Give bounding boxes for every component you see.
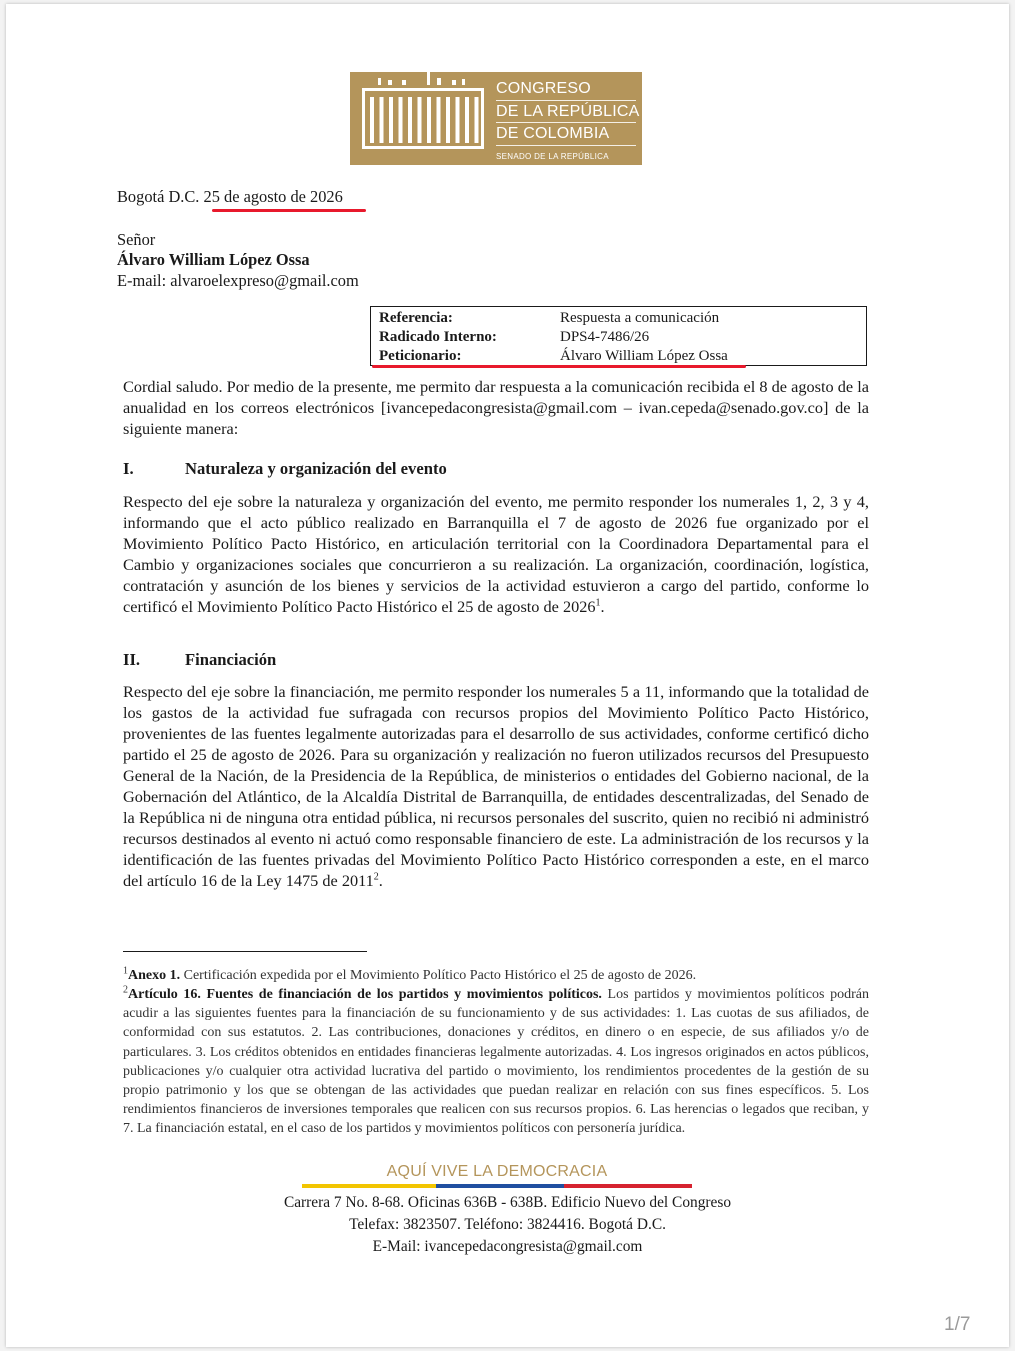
footnote-2-mark: 2 [123, 984, 128, 996]
footnote-1-mark: 1 [123, 965, 128, 977]
page-indicator: 1/7 [944, 1314, 971, 1335]
footnote-1-text: Certificación expedida por el Movimiento Político Pacto Histórico el 25 de agosto de 2026. [180, 968, 697, 983]
reference-label: Referencia: [379, 310, 453, 326]
footer-address: Carrera 7 No. 8-68. Oficinas 636B - 638B. Edificio Nuevo del Congreso [283, 1194, 732, 1211]
section-2-body: Respecto del eje sobre la financiación, me permito responder los numerales 5 a 11, informando que la totalidad de los gastos de la actividad fue sufragada con recursos propios del Movimiento Político Pacto Histórico, provenientes de las fuentes legalmente autorizadas para el desarrollo de sus actividades, conforme certificó dicho partido el 25 de agosto de 2026. Para su organización y realización no fueron utilizados recursos del Presupuesto General de la Nación, de la Presidencia de la República, de ministerios o entidades del Gobierno nacional, de la Gobernación del Atlántico, de la Alcaldía Distrital de Barranquilla, de entidades descentralizadas, del Senado de la República ni de ninguna otra entidad pública, ni recursos personales del suscrito, quien no recibió ni administró recursos destinados al evento ni actuó como responsable financiero de este. La administración de los recursos y la identificación de las fuentes privadas del Movimiento Político Pacto Histórico corresponden a este, en el marco del artículo 16 de la Ley 1475 de 2011$^2$. [123, 682, 869, 890]
section-2-title: Financiación [185, 650, 277, 669]
capitol-building-icon [350, 72, 496, 165]
petitioner-label: Peticionario: [379, 348, 462, 364]
flag-stripe-red [564, 1184, 692, 1188]
senate-logo [350, 72, 642, 165]
logo-line-2: DE LA REPÚBLICA [496, 101, 636, 124]
petitioner-value: Álvaro William López Ossa [560, 348, 728, 364]
document-page [6, 4, 1009, 1347]
footnote-2-title: Artículo 16. Fuentes de financiación de los partidos y movimientos políticos. [128, 987, 602, 1002]
footnote-separator [123, 951, 367, 952]
place-date [117, 186, 343, 207]
section-1-title: Naturaleza y organización del evento [185, 459, 447, 478]
footnote-1 [123, 966, 869, 985]
footer-email[interactable]: E-Mail: ivancepedacongresista@gmail.com [372, 1238, 643, 1255]
internal-number-row [379, 328, 649, 347]
petitioner-highlight-underline [372, 365, 746, 368]
section-2-heading [123, 650, 276, 670]
flag-stripe-blue [436, 1184, 564, 1188]
logo-line-3: DE COLOMBIA [496, 123, 636, 146]
section-2-number: II. [123, 650, 141, 669]
internal-number-value: DPS4-7486/26 [560, 329, 650, 345]
footer-slogan: AQUÍ VIVE LA DEMOCRACIA [386, 1163, 608, 1180]
footnote-ref-2[interactable]: 2 [373, 871, 379, 883]
salutation: Señor [117, 230, 156, 249]
reference-value: Respuesta a comunicación [560, 310, 720, 326]
intro-paragraph: Cordial saludo. Por medio de la presente, me permito dar respuesta a la comunicación recibida el 8 de agosto de la anualidad en los correos electrónicos [ivancepedacongresista@gmail.com – ivan.cepeda@senado.gov.co] de la siguiente manera: [123, 377, 869, 438]
section-2-text: Respecto del eje sobre la financiación, me permito responder los numerales 5 a 11, informando que la totalidad de los gastos de la actividad fue sufragada con recursos propios del Movimiento Político Pacto Histórico, provenientes de las fuentes legalmente autorizadas para el desarrollo de sus actividades, conforme certificó dicho partido el 25 de agosto de 2026. Para su organización y realización no fueron utilizados recursos del Presupuesto General de la Nación, de la Presidencia de la República, de ministerios o entidades del Gobierno nacional, de la Gobernación del Atlántico, de la Alcaldía Distrital de Barranquilla, de entidades descentralizadas, del Senado de la República ni de ninguna otra entidad pública, ni recursos personales del suscrito, quien no recibió ni administró recursos destinados al evento ni actuó como responsable financiero de este. La administración de los recursos y la identificación de las fuentes privadas del Movimiento Político Pacto Histórico corresponden a este, en el marco del artículo 16 de la Ley 1475 de 2011 [123, 682, 869, 890]
footnote-2 [123, 985, 869, 1139]
footnote-2-text: Los partidos y movimientos políticos podrán acudir a las siguientes fuentes para la financiación de su funcionamiento y de sus actividades: 1. Las cuotas de sus afiliados, de conformidad con sus estatutos. 2. Las contribuciones, donaciones y créditos, en dinero o en especie, de sus afiliados y/o de particulares. 3. Los créditos obtenidos en entidades financieras legalmente autorizadas. 4. Los ingresos originados en actos públicos, publicaciones y/o cualquier otra actividad lucrativa del partido o movimiento, los rendimientos procedentes de la gestión de su propio patrimonio y los que se obtengan de las actividades que puedan realizar en relación con sus fines específicos. 5. Los rendimientos financieros de inversiones temporales que realicen con sus recursos propios. 6. Las herencias o legados que reciban, y 7. La financiación estatal, en el caso de los partidos y movimientos políticos con personería jurídica. [123, 987, 869, 1137]
reference-row [379, 309, 719, 328]
footer-phones: Telefax: 3823507. Teléfono: 3824416. Bogotá D.C. [349, 1216, 666, 1233]
section-1-body: Respecto del eje sobre la naturaleza y organización del evento, me permito responder los numerales 1, 2, 3 y 4, informando que el acto público realizado en Barranquilla el 7 de agosto de 2026 fue organizado por el Movimiento Político Pacto Histórico, en articulación territorial con la Coordinadora Departamental para el Cambio y organizaciones sociales que concurrieron a su realización. La organización, coordinación, logística, contratación y asunción de los bienes y servicios de la actividad estuvieron a cargo del partido, conforme lo certificó el Movimiento Político Pacto Histórico el 25 de agosto de 2026$^1$. [123, 492, 869, 616]
logo-line-1: CONGRESO [496, 78, 636, 101]
recipient-name: Álvaro William López Ossa [117, 250, 310, 269]
flag-stripe-yellow [302, 1184, 436, 1188]
letter-date: 25 de agosto de 2026 [203, 187, 343, 206]
petitioner-row [379, 347, 728, 366]
recipient-email: E-mail: alvaroelexpreso@gmail.com [117, 271, 359, 290]
footnote-1-title: Anexo 1. [128, 968, 181, 983]
place-prefix: Bogotá D.C. [117, 187, 200, 206]
section-1-heading [123, 459, 447, 479]
logo-subtitle: SENADO DE LA REPÚBLICA [496, 151, 609, 161]
section-1-text: Respecto del eje sobre la naturaleza y organización del evento, me permito responder los numerales 1, 2, 3 y 4, informando que el acto público realizado en Barranquilla el 7 de agosto de 2026 fue organizado por el Movimiento Político Pacto Histórico, en articulación territorial con la Coordinadora Departamental para el Cambio y organizaciones sociales que concurrieron a su realización. La organización, coordinación, logística, contratación y asunción de los bienes y servicios de la actividad estuvieron a cargo del partido, conforme lo certificó el Movimiento Político Pacto Histórico el 25 de agosto de 2026 [123, 492, 869, 616]
reference-box [370, 306, 867, 366]
date-highlight-underline [212, 209, 366, 212]
section-1-number: I. [123, 459, 134, 478]
footnote-ref-1[interactable]: 1 [595, 597, 601, 609]
internal-number-label: Radicado Interno: [379, 329, 497, 345]
